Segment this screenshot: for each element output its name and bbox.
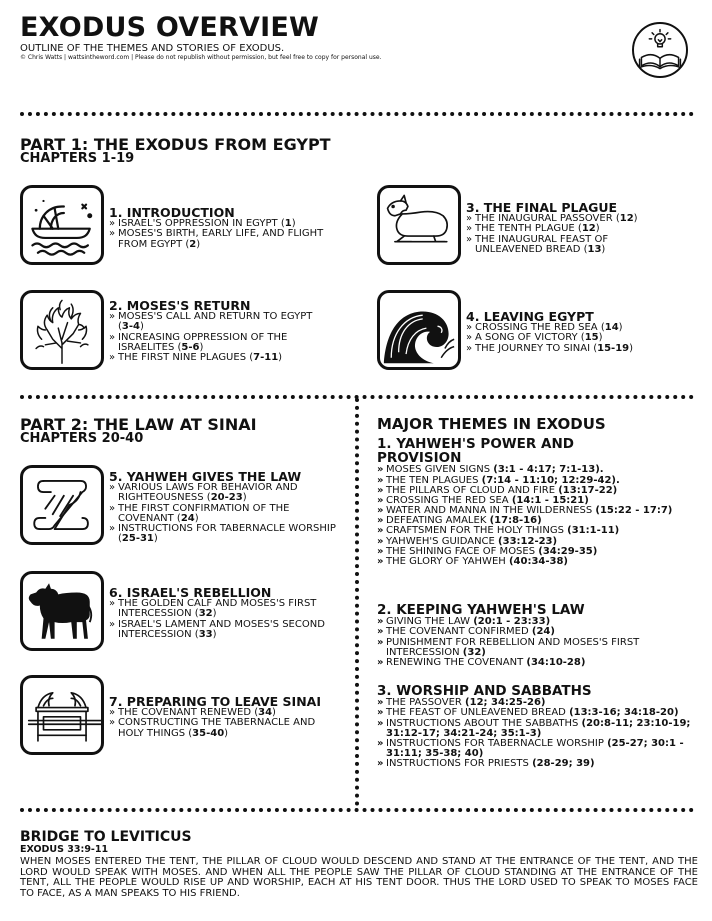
list-item: » GIVING THE LAW (20:1 - 23:33): [377, 617, 703, 627]
list-item: » THE FIRST CONFIRMATION OF THE COVENANT (24): [109, 504, 341, 524]
list-item: » THE GLORY OF YAHWEH (40:34-38): [377, 557, 703, 567]
list-item: » MOSES'S BIRTH, EARLY LIFE, AND FLIGHT FROM EGYPT (2): [109, 229, 349, 249]
section-final-plague: [466, 201, 706, 255]
lamb-icon: [377, 185, 461, 265]
theme-group-title: 2. KEEPING YAHWEH'S LAW: [377, 602, 585, 618]
section-title: 4. LEAVING EGYPT: [466, 309, 594, 324]
list-item: » THE FIRST NINE PLAGUES (7-11): [109, 353, 329, 363]
theme-group-power: [377, 437, 703, 567]
part2-chapters: CHAPTERS 20-40: [20, 431, 144, 446]
list-item: » THE COVENANT CONFIRMED (24): [377, 627, 703, 637]
list-item: » CROSSING THE RED SEA (14:1 - 15:21): [377, 496, 703, 506]
list-item: » THE COVENANT RENEWED (34): [109, 708, 341, 718]
list-item: » VARIOUS LAWS FOR BEHAVIOR AND RIGHTEOUSNESS (20-23): [109, 483, 341, 503]
theme-group-title: 3. WORSHIP AND SABBATHS: [377, 683, 592, 699]
lightbulb-book-icon: [632, 22, 688, 78]
list-item: » CRAFTSMEN FOR THE HOLY THINGS (31:1-11): [377, 526, 703, 536]
list-item: » THE PILLARS OF CLOUD AND FIRE (13:17-22): [377, 486, 703, 496]
theme-group-title: 1. YAHWEH'S POWER AND PROVISION: [377, 436, 574, 467]
section-israel-rebellion: [109, 586, 349, 640]
section-title: 5. YAHWEH GIVES THE LAW: [109, 469, 302, 484]
section-preparing-leave-sinai: [109, 695, 349, 739]
bridge-reference: EXODUS 33:9-11: [20, 844, 109, 855]
section-title: 3. THE FINAL PLAGUE: [466, 200, 618, 215]
ark-of-covenant-icon: [20, 675, 104, 755]
page-title: EXODUS OVERVIEW: [20, 12, 319, 43]
list-item: » YAHWEH'S GUIDANCE (33:12-23): [377, 537, 703, 547]
list-item: » THE TENTH PLAGUE (12): [466, 224, 676, 234]
list-item: » THE PASSOVER (12; 34:25-26): [377, 698, 703, 708]
list-item: » MOSES GIVEN SIGNS (3:1 - 4:17; 7:1-13).: [377, 465, 703, 475]
section-introduction: [109, 206, 349, 250]
themes-title: MAJOR THEMES IN EXODUS: [377, 415, 606, 433]
list-item: » THE INAUGURAL PASSOVER (12): [466, 214, 676, 224]
part1-chapters: CHAPTERS 1-19: [20, 151, 135, 166]
list-item: » INCREASING OPPRESSION OF THE ISRAELITES (5-6): [109, 333, 329, 353]
list-item: » INSTRUCTIONS ABOUT THE SABBATHS (20:8-11; 23:10-19; 31:12-17; 34:21-24; 35:1-3): [377, 719, 703, 739]
list-item: » THE FEAST OF UNLEAVENED BREAD (13:3-16; 34:18-20): [377, 708, 703, 718]
part2-title: PART 2: THE LAW AT SINAI: [20, 415, 257, 434]
divider-bottom: [20, 808, 694, 812]
list-item: » THE JOURNEY TO SINAI (15-19): [466, 344, 686, 354]
list-item: » INSTRUCTIONS FOR TABERNACLE WORSHIP (25-31): [109, 524, 341, 544]
section-title: 1. INTRODUCTION: [109, 205, 235, 220]
basket-on-water-icon: [20, 185, 104, 265]
section-title: 6. ISRAEL'S REBELLION: [109, 585, 272, 600]
divider-column: [355, 398, 359, 806]
section-moses-return: [109, 299, 349, 363]
list-item: » DEFEATING AMALEK (17:8-16): [377, 516, 703, 526]
list-item: » THE INAUGURAL FEAST OF UNLEAVENED BREAD (13): [466, 235, 676, 255]
list-item: » THE GOLDEN CALF AND MOSES'S FIRST INTERCESSION (32): [109, 599, 329, 619]
list-item: » MOSES'S CALL AND RETURN TO EGYPT (3-4): [109, 312, 329, 332]
list-item: » PUNISHMENT FOR REBELLION AND MOSES'S FIRST INTERCESSION (32): [377, 638, 703, 658]
list-item: » WATER AND MANNA IN THE WILDERNESS (15:22 - 17:7): [377, 506, 703, 516]
theme-group-worship: [377, 684, 703, 769]
list-item: » CONSTRUCTING THE TABERNACLE AND HOLY THINGS (35-40): [109, 718, 341, 738]
page-subtitle: OUTLINE OF THE THEMES AND STORIES OF EXODUS.: [20, 43, 285, 54]
section-yahweh-gives-law: [109, 470, 349, 544]
list-item: » CROSSING THE RED SEA (14): [466, 323, 686, 333]
part1-title: PART 1: THE EXODUS FROM EGYPT: [20, 135, 331, 154]
bridge-text: WHEN MOSES ENTERED THE TENT, THE PILLAR OF CLOUD WOULD DESCEND AND STAND AT THE ENTRANCE OF THE TENT, AND THE LORD WOULD SPEAK WITH MOSES. AND WHEN ALL THE PEOPLE SAW THE PILLAR OF CLOUD STANDING AT THE ENTRANCE OF THE TENT, ALL THE PEOPLE WOULD RISE UP AND WORSHIP, EACH AT HIS TENT DOOR. THUS THE LORD USED TO SPEAK TO MOSES FACE TO FACE, AS A MAN SPEAKS TO HIS FRIEND.: [20, 856, 698, 899]
list-item: » THE TEN PLAGUES (7:14 - 11:10; 12:29-42).: [377, 476, 703, 486]
list-item: » INSTRUCTIONS FOR TABERNACLE WORSHIP (25-27; 30:1 - 31:11; 35-38; 40): [377, 739, 703, 759]
bridge-title: BRIDGE TO LEVITICUS: [20, 829, 192, 845]
list-item: » RENEWING THE COVENANT (34:10-28): [377, 658, 703, 668]
wave-icon: [377, 290, 461, 370]
section-leaving-egypt: [466, 310, 706, 354]
list-item: » A SONG OF VICTORY (15): [466, 333, 686, 343]
divider-top: [20, 112, 694, 116]
golden-calf-icon: [20, 571, 104, 651]
scroll-icon: [20, 465, 104, 545]
list-item: » ISRAEL'S LAMENT AND MOSES'S SECOND INTERCESSION (33): [109, 620, 329, 640]
section-title: 7. PREPARING TO LEAVE SINAI: [109, 694, 321, 709]
theme-group-law: [377, 603, 703, 668]
section-title: 2. MOSES'S RETURN: [109, 298, 251, 313]
list-item: » INSTRUCTIONS FOR PRIESTS (28-29; 39): [377, 759, 703, 769]
list-item: » THE SHINING FACE OF MOSES (34:29-35): [377, 547, 703, 557]
list-item: » ISRAEL'S OPPRESSION IN EGYPT (1): [109, 219, 349, 229]
copyright-notice: © Chris Watts | wattsintheword.com | Please do not republish without permission, but feel free to copy for personal use.: [20, 54, 382, 61]
burning-bush-icon: [20, 290, 104, 370]
